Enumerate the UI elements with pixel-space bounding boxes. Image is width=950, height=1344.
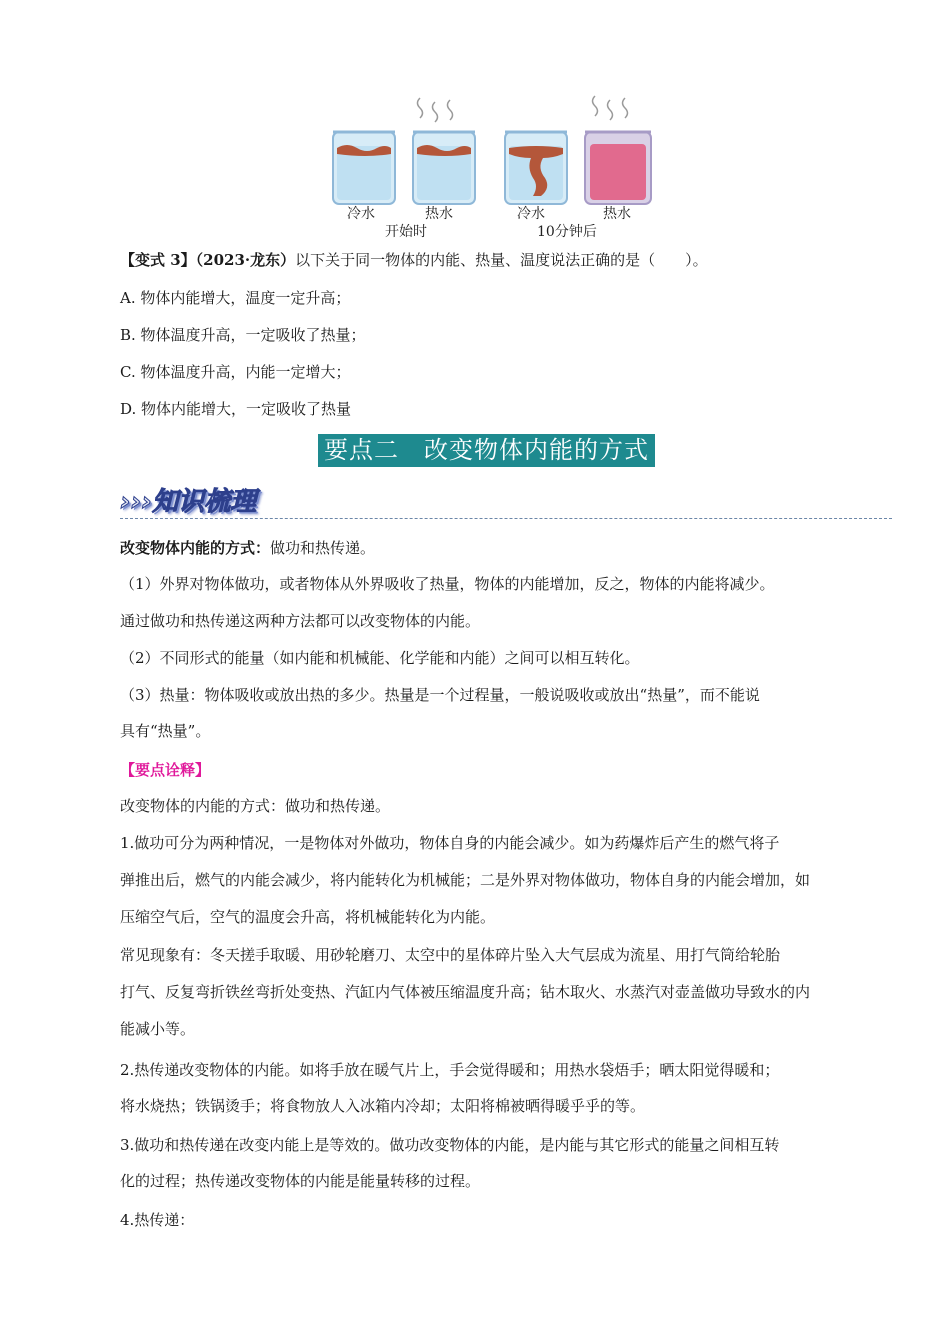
explain-3b: 将水烧热；铁锅烫手；将食物放人入冰箱内冷却；太阳将棉被晒得暖乎乎的等。 (120, 1097, 646, 1115)
key-points-label: 【要点诠释】 (120, 761, 211, 779)
explain-4a: 3.做功和热传递在改变内能上是等效的。做功改变物体的内能，是内能与其它形式的能量之间相互转 (120, 1136, 780, 1154)
explain-1b: 弹推出后，燃气的内能会减少，将内能转化为机械能；二是外界对物体做功，物体自身的内能会增加，如 (120, 871, 811, 889)
section-title: 要点二 改变物体内能的方式 (318, 434, 655, 467)
explain-1c: 压缩空气后，空气的温度会升高，将机械能转化为内能。 (120, 908, 496, 926)
option-d: D. 物体内能增大，一定吸收了热量 (120, 400, 352, 418)
beaker-cold-after (505, 132, 567, 204)
dashed-divider (120, 518, 892, 519)
steam-icon (418, 98, 453, 122)
question-text: 以下关于同一物体的内能、热量、温度说法正确的是（ ）。 (295, 251, 708, 269)
explain-2a: 常见现象有：冬天搓手取暖、用砂轮磨刀、太空中的星体碎片坠入大气层成为流星、用打气筒给轮胎 (120, 946, 781, 964)
option-b: B. 物体温度升高，一定吸收了热量； (120, 326, 366, 344)
paragraph-1: （1）外界对物体做功，或者物体从外界吸收了热量，物体的内能增加，反之，物体的内能将减少。 (120, 575, 775, 593)
question-label: 【变式 3】 (120, 251, 196, 269)
explain-3a: 2.热传递改变物体的内能。如将手放在暖气片上，手会觉得暖和；用热水袋焐手；晒太阳觉得暖和； (120, 1061, 780, 1079)
beaker-figure (325, 90, 665, 240)
explain-1a: 1.做功可分为两种情况，一是物体对外做功，物体自身的内能会减少。如为药爆炸后产生的燃气将子 (120, 834, 780, 852)
chevrons-icon: ››› (120, 487, 153, 517)
question-stem (120, 250, 708, 270)
explain-2b: 打气、反复弯折铁丝弯折处变热、汽缸内气体被压缩温度升高；钻木取火、水蒸汽对壶盖做功导致水的内 (120, 983, 811, 1001)
explain-5: 4.热传递： (120, 1211, 195, 1229)
beaker-cold-start (333, 132, 395, 204)
caption-after: 10分钟后 (537, 224, 597, 240)
knowledge-header-text: 知识梳理 (152, 487, 257, 517)
explain-4b: 化的过程；热传递改变物体的内能是能量转移的过程。 (120, 1172, 481, 1190)
option-a: A. 物体内能增大，温度一定升高； (120, 289, 351, 307)
option-c: C. 物体温度升高，内能一定增大； (120, 363, 351, 381)
beaker-hot-after (585, 132, 651, 204)
method-text: 做功和热传递。 (270, 539, 376, 557)
method-label: 改变物体内能的方式： (120, 539, 271, 557)
paragraph-method (120, 538, 375, 558)
caption-cold-start: 冷水 (347, 206, 375, 222)
caption-hot-after: 热水 (603, 206, 631, 222)
caption-cold-after: 冷水 (517, 206, 545, 222)
paragraph-4b: 具有“热量”。 (120, 722, 211, 740)
caption-hot-start: 热水 (425, 206, 453, 222)
paragraph-2: 通过做功和热传递这两种方法都可以改变物体的内能。 (120, 612, 481, 630)
knowledge-header (120, 482, 290, 522)
paragraph-3: （2）不同形式的能量（如内能和机械能、化学能和内能）之间可以相互转化。 (120, 649, 640, 667)
paragraph-4a: （3）热量：物体吸收或放出热的多少。热量是一个过程量，一般说吸收或放出“热量”，而不能说 (120, 686, 760, 704)
beakers-illustration (325, 90, 665, 215)
explain-2c: 能减小等。 (120, 1020, 196, 1038)
caption-start: 开始时 (385, 224, 427, 240)
steam-icon (593, 96, 628, 120)
question-source: （2023·龙东） (195, 251, 296, 269)
explain-0: 改变物体的内能的方式：做功和热传递。 (120, 797, 391, 815)
beaker-hot-start (413, 132, 475, 204)
